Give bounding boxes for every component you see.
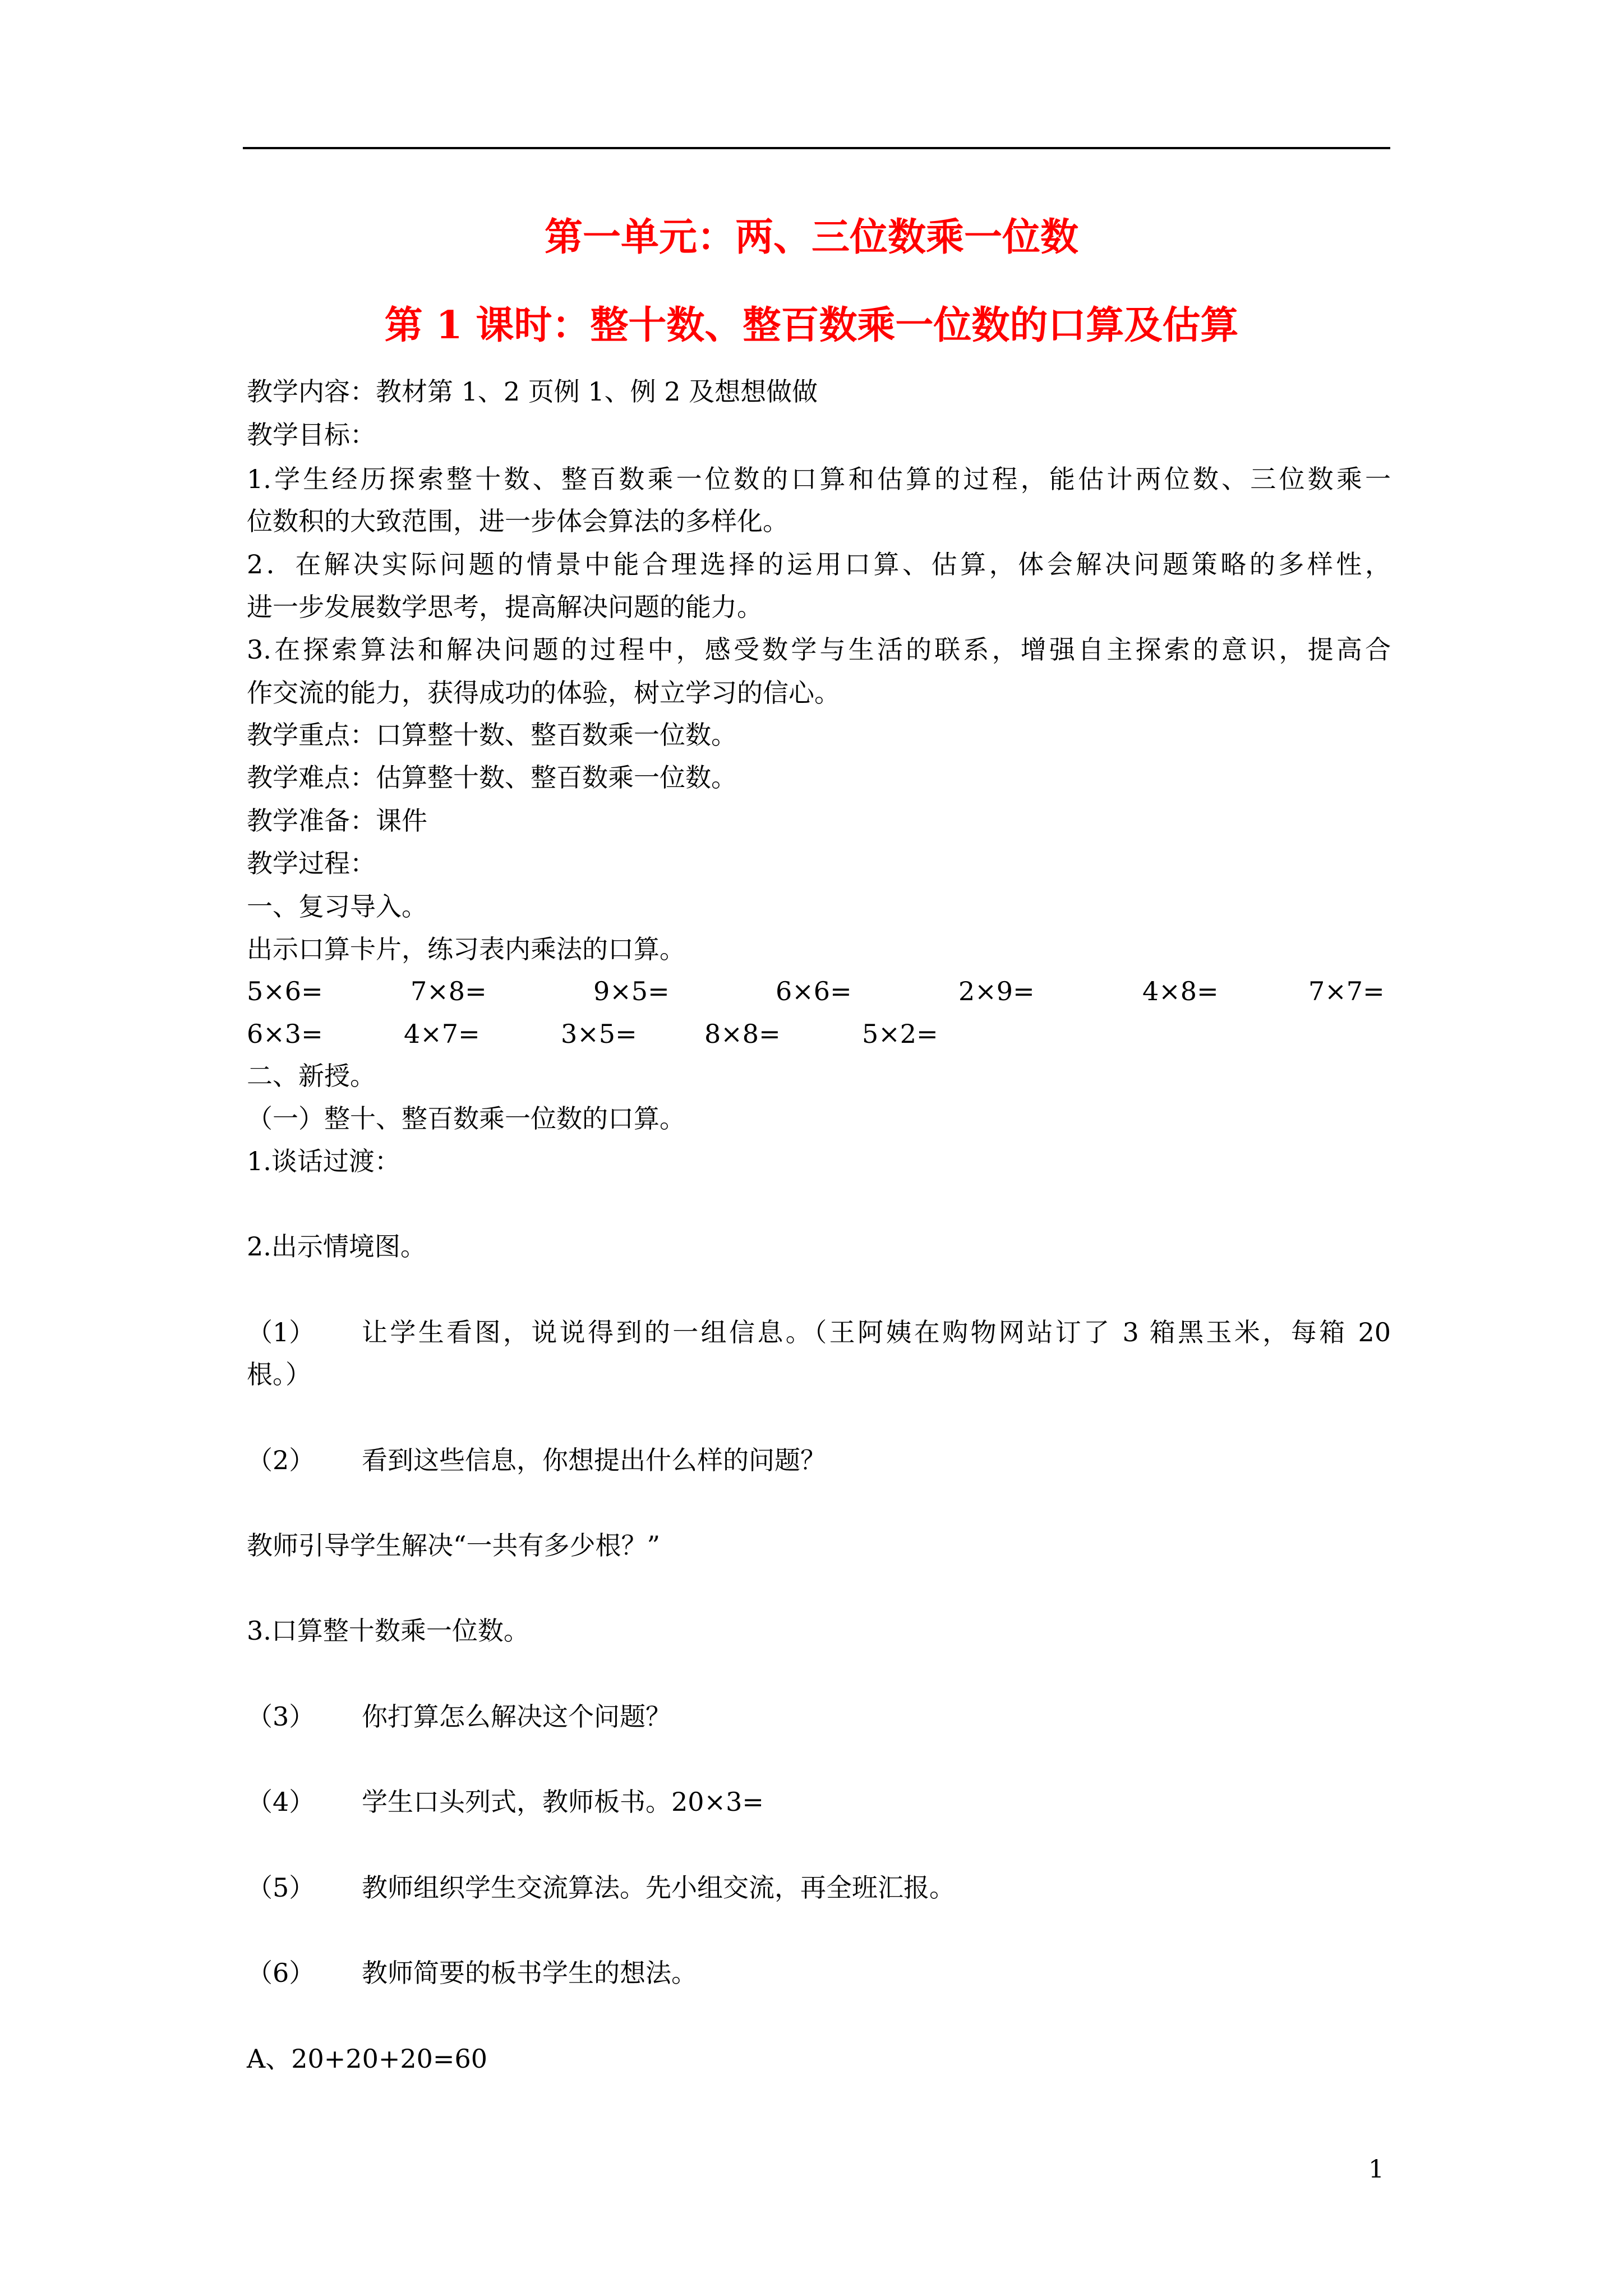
content-line: 教学内容：教材第 1、2 页例 1、例 2 及想想做做 — [247, 376, 818, 407]
preparation: 教学准备：课件 — [247, 806, 427, 836]
drill-item: 5×6= — [247, 976, 323, 1006]
drill-item: 4×7= — [404, 1019, 480, 1049]
section-2-heading: 二、新授。 — [247, 1061, 376, 1091]
key-point: 教学重点：口算整十数、整百数乘一位数。 — [247, 720, 737, 750]
drill-item: 6×3= — [247, 1019, 323, 1049]
teacher-guide: 教师引导学生解决“一共有多少根？” — [247, 1530, 661, 1561]
drill-item: 4×8= — [1142, 976, 1219, 1006]
process-heading: 教学过程： — [247, 848, 376, 878]
item-number: （1） — [247, 1317, 315, 1347]
step-3: 3.口算整十数乘一位数。 — [247, 1616, 529, 1646]
drill-item: 9×5= — [593, 976, 670, 1006]
step-2: 2.出示情境图。 — [247, 1231, 426, 1262]
item-number: （6） — [247, 1958, 315, 1988]
step-1: 1.谈话过渡： — [247, 1146, 400, 1176]
objectives-heading: 教学目标： — [247, 420, 376, 450]
item-6-text: 教师简要的板书学生的想法。 — [362, 1958, 697, 1988]
drill-item: 7×7= — [1308, 976, 1385, 1006]
subsection-1-heading: （一）整十、整百数乘一位数的口算。 — [247, 1103, 685, 1134]
objective-1-line-1: 1.学生经历探索整十数、整百数乘一位数的口算和估算的过程，能估计两位数、三位数乘一 — [247, 464, 1391, 494]
item-1-line-2: 根。） — [247, 1359, 311, 1389]
oral-cards-line: 出示口算卡片，练习表内乘法的口算。 — [247, 934, 685, 964]
item-2-text: 看到这些信息，你想提出什么样的问题？ — [362, 1445, 826, 1475]
objective-1-line-2: 位数积的大致范围，进一步体会算法的多样化。 — [247, 506, 789, 536]
section-1-heading: 一、复习导入。 — [247, 891, 427, 922]
drill-item: 2×9= — [958, 976, 1035, 1006]
item-number: （2） — [247, 1445, 315, 1475]
item-1-line-1: 让学生看图，说说得到的一组信息。（王阿姨在购物网站订了 3 箱黑玉米，每箱 20 — [362, 1317, 1391, 1347]
method-a: A、20+20+20=60 — [247, 2044, 487, 2074]
page-number: 1 — [1368, 2155, 1384, 2184]
drill-item: 6×6= — [776, 976, 852, 1006]
difficulty: 教学难点：估算整十数、整百数乘一位数。 — [247, 762, 737, 793]
lesson-title: 第 1 课时：整十数、整百数乘一位数的口算及估算 — [384, 303, 1239, 348]
item-5-text: 教师组织学生交流算法。先小组交流，再全班汇报。 — [362, 1872, 955, 1903]
item-3-text: 你打算怎么解决这个问题？ — [362, 1701, 671, 1732]
drill-item: 7×8= — [411, 976, 487, 1006]
item-number: （4） — [247, 1787, 315, 1817]
objective-3-line-1: 3.在探索算法和解决问题的过程中，感受数学与生活的联系，增强自主探索的意识，提高合 — [247, 634, 1391, 665]
objective-2-line-2: 进一步发展数学思考，提高解决问题的能力。 — [247, 592, 763, 622]
drill-item: 5×2= — [862, 1019, 938, 1049]
drill-item: 8×8= — [704, 1019, 781, 1049]
header-rule — [243, 147, 1390, 149]
drill-item: 3×5= — [561, 1019, 637, 1049]
item-number: （3） — [247, 1701, 315, 1732]
unit-title: 第一单元：两、三位数乘一位数 — [544, 215, 1078, 260]
objective-3-line-2: 作交流的能力，获得成功的体验，树立学习的信心。 — [247, 678, 840, 708]
objective-2-line-1: 2．在解决实际问题的情景中能合理选择的运用口算、估算，体会解决问题策略的多样性， — [247, 549, 1391, 579]
item-number: （5） — [247, 1872, 315, 1903]
item-4-text: 学生口头列式，教师板书。20×3= — [362, 1787, 764, 1817]
